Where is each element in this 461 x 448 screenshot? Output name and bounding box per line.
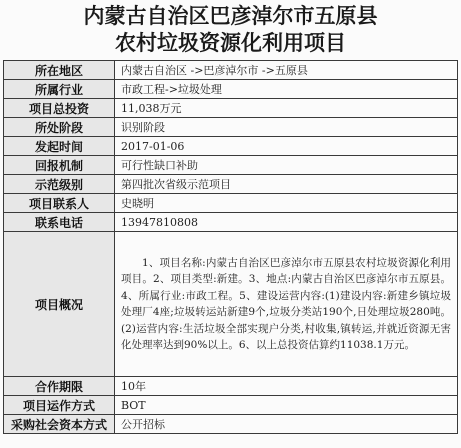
value-procurement-method: 公开招标: [115, 415, 458, 434]
table-row: [4, 61, 458, 80]
document-title: [0, 2, 461, 56]
table-row: [4, 377, 458, 396]
table-row: [4, 415, 458, 434]
value-operation-mode: BOT: [115, 396, 458, 415]
label-demo-level: 示范级别: [4, 175, 115, 194]
table-row: [4, 99, 458, 118]
table-row: [4, 396, 458, 415]
label-industry: 所属行业: [4, 80, 115, 99]
value-stage: 识别阶段: [115, 118, 458, 137]
label-operation-mode: 项目运作方式: [4, 396, 115, 415]
value-demo-level: 第四批次省级示范项目: [115, 175, 458, 194]
value-total-investment: 11,038万元: [115, 99, 458, 118]
label-phone: 联系电话: [4, 213, 115, 232]
value-cooperation-period: 10年: [115, 377, 458, 396]
label-stage: 所处阶段: [4, 118, 115, 137]
label-launch-date: 发起时间: [4, 137, 115, 156]
value-contact-person: 史晓明: [115, 194, 458, 213]
label-cooperation-period: 合作期限: [4, 377, 115, 396]
table-row: [4, 80, 458, 99]
table-row: [4, 118, 458, 137]
project-info-table: [3, 60, 458, 434]
title-line-1: 内蒙古自治区巴彦淖尔市五原县: [83, 3, 378, 28]
label-return-mechanism: 回报机制: [4, 156, 115, 175]
label-overview: 项目概况: [4, 232, 115, 377]
table-row: [4, 137, 458, 156]
table-row: [4, 175, 458, 194]
value-return-mechanism: 可行性缺口补助: [115, 156, 458, 175]
title-line-2: 农村垃圾资源化利用项目: [115, 30, 346, 55]
label-region: 所在地区: [4, 61, 115, 80]
overview-text: 1、项目名称:内蒙古自治区巴彦淖尔市五原县农村垃圾资源化利用项目。2、项目类型:新建。3、地点:内蒙古自治区巴彦淖尔市五原县。4、所属行业:市政工程。5、建设运营内容:(1)建设内容:新建乡镇垃圾处理厂4座;垃圾转运站新建9个,垃圾分类站190个,日处理垃圾280吨。(2)运营内容:生活垃圾全部实现户分类,村收集,镇转运,并就近资源无害化处理率达到90%以上。6、以上总投资估算约11038.1万元。: [121, 256, 451, 351]
table-row: [4, 194, 458, 213]
label-contact-person: 项目联系人: [4, 194, 115, 213]
table-row: [4, 213, 458, 232]
table-row: [4, 232, 458, 377]
value-region: 内蒙古自治区 ->巴彦淖尔市 ->五原县: [115, 61, 458, 80]
value-launch-date: 2017-01-06: [115, 137, 458, 156]
value-industry: 市政工程->垃圾处理: [115, 80, 458, 99]
value-phone: 13947810808: [115, 213, 458, 232]
table-row: [4, 156, 458, 175]
label-procurement-method: 采购社会资本方式: [4, 415, 115, 434]
value-overview-cell: [115, 232, 458, 377]
label-total-investment: 项目总投资: [4, 99, 115, 118]
